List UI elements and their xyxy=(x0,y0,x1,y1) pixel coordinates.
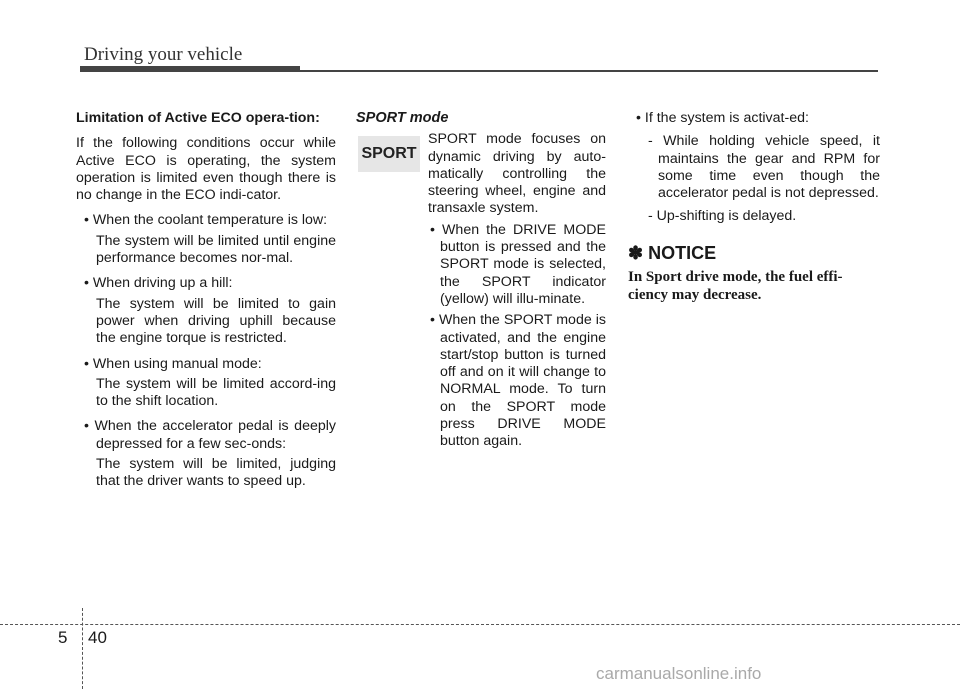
active-eco-limitation-heading: Limitation of Active ECO opera-tion: xyxy=(76,110,320,126)
list-item-bullet: • When the accelerator pedal is deeply depressed for a few sec-onds: xyxy=(84,418,336,452)
notice-title: ✽ NOTICE xyxy=(628,242,717,263)
list-item-bullet: • When the coolant temperature is low: xyxy=(84,212,328,229)
column-sport-mode xyxy=(356,110,606,451)
column-sport-details xyxy=(628,110,880,304)
page-header-title: Driving your vehicle xyxy=(84,44,243,65)
list-item-dash: - While holding vehicle speed, it maintains the gear and RPM for some time even though the accelerator pedal is not depressed. xyxy=(648,133,880,202)
list-item-dash: - Up-shifting is delayed. xyxy=(648,208,797,225)
list-item-bullet: • When the DRIVE MODE button is pressed and the SPORT mode is selected, the SPORT indicator (yellow) will illu-minate. xyxy=(430,221,606,307)
notice-text: In Sport drive mode, the fuel effi-ciency may decrease. xyxy=(628,268,843,303)
header-rule-thick xyxy=(80,66,300,72)
sport-mode-title: SPORT mode xyxy=(356,110,449,126)
footer-divider xyxy=(0,624,960,625)
column-active-eco xyxy=(76,110,336,491)
list-item-bullet: • When using manual mode: xyxy=(84,355,262,372)
active-eco-intro: If the following conditions occur while Active ECO is operating, the system operation is limited even though there is no change in the ECO indi-cator. xyxy=(76,135,336,204)
header-rule-thin xyxy=(300,70,878,72)
list-item-text: The system will be limited accord-ing to the shift location. xyxy=(96,375,336,410)
list-item-bullet: • When the SPORT mode is activated, and the engine start/stop button is turned off and on it will change to NORMAL mode. To turn on the SPORT mode press DRIVE MODE button again. xyxy=(430,312,606,450)
watermark: carmanualsonline.info xyxy=(596,664,762,683)
sport-indicator-icon: SPORT xyxy=(358,136,420,172)
list-item-text: The system will be limited until engine performance becomes nor-mal. xyxy=(96,232,336,267)
list-item-bullet: • If the system is activat-ed: xyxy=(636,110,809,126)
sport-mode-text xyxy=(428,131,606,450)
chapter-number: 5 xyxy=(58,628,68,647)
footer-vertical-divider xyxy=(82,608,83,689)
page-number: 40 xyxy=(88,628,107,647)
list-item-text: The system will be limited, judging that the driver wants to speed up. xyxy=(96,456,336,490)
list-item-text: The system will be limited to gain power when driving uphill because the engine torque is restricted. xyxy=(96,295,336,347)
sport-mode-intro: SPORT mode focuses on dynamic driving by auto-matically controlling the steering wheel, engine and transaxle system. xyxy=(428,131,606,217)
list-item-bullet: • When driving up a hill: xyxy=(84,275,233,292)
